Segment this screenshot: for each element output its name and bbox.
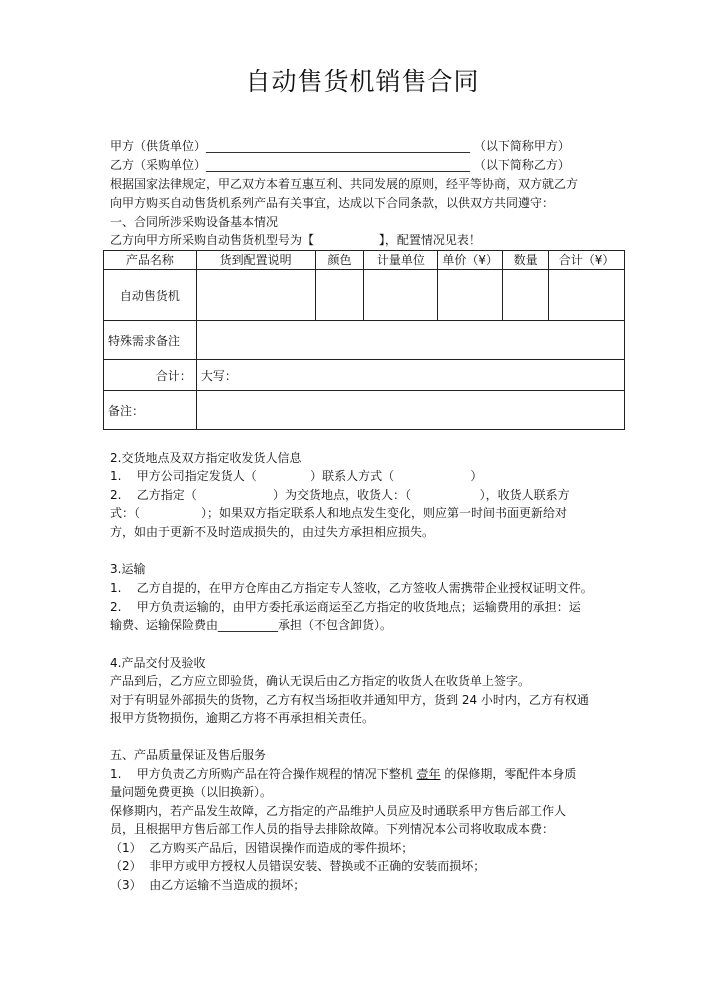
section3-heading: 3.运输 (110, 562, 146, 576)
section5-line-2: 保修期内，若产品发生故障，乙方指定的产品维护人员应及时通联系甲方售后部工作人 (110, 804, 567, 818)
section3-line-3: 输费、运输保险费由__________承担（不包含卸货）。 (110, 618, 393, 632)
table-row-special (104, 321, 625, 360)
section5-line-1: 量问题免费更换（以旧换新）。 (110, 785, 273, 799)
party-b-line: 乙方（采购单位）____________________________________________ （以下简称乙方） (110, 158, 570, 172)
section2-line-2: 2. 乙方指定（ ）为交货地点，收货人：（ ），收货人联系方 (110, 488, 570, 502)
note-label-cell: 备注： (104, 391, 197, 430)
section4-line-2: 对于有明显外部损失的货物，乙方有权当场拒收并通知甲方，货到 24 小时内，乙方有权通 (110, 693, 589, 707)
section5-line-3: 员，且根据甲方售后部工作人员的指导去排除故障。下列情况本公司将收取成本费： (110, 822, 555, 836)
header-quantity: 数量 (503, 251, 549, 270)
note-value-cell (196, 391, 624, 430)
header-config: 货到配置说明 (196, 251, 315, 270)
section3-line-2: 2. 甲方负责运输的，由甲方委托承运商运至乙方指定的收货地点；运输费用的承担：运 (110, 600, 581, 614)
party-a-line: 甲方（供货单位）____________________________________________ （以下简称甲方） (110, 139, 570, 153)
table-header-row (104, 251, 625, 270)
config-cell (196, 270, 315, 321)
section1-model-line: 乙方向甲方所采购自动售货机型号为【 】，配置情况见表！ (110, 233, 481, 247)
section5-warranty-line (110, 765, 576, 784)
header-product-name: 产品名称 (104, 251, 197, 270)
table-row-product (104, 270, 625, 321)
special-label-cell: 特殊需求备注 (104, 321, 197, 360)
contract-title: 自动售货机销售合同 (245, 67, 480, 96)
unit-cell (364, 270, 438, 321)
warranty-suffix: 的保修期，零配件本身质 (440, 767, 577, 781)
equipment-table (103, 250, 625, 430)
intro-line-1: 根据国家法律规定，甲乙双方本着互惠互利、共同发展的原则，经平等协商，双方就乙方 (110, 177, 579, 191)
unit-price-cell (438, 270, 503, 321)
section3-line-1: 1. 乙方自提的，在甲方仓库由乙方指定专人签收，乙方签收人需携带企业授权证明文件。 (110, 581, 593, 595)
section4-line-1: 产品到后，乙方应立即验货，确认无误后由乙方指定的收货人在收货单上签字。 (110, 674, 531, 688)
header-unit-price: 单价（¥） (438, 251, 503, 270)
warranty-prefix: 1. 甲方负责乙方所购产品在符合操作规程的情况下整机 (110, 767, 417, 781)
intro-line-2: 向甲方购买自动售货机系列产品有关事宜，达成以下合同条款，以供双方共同遵守： (110, 196, 555, 210)
section5-line-5: （2） 非甲方或甲方授权人员错误安装、替换或不正确的安装而损坏； (110, 859, 486, 873)
subtotal-cell (549, 270, 625, 321)
section4-heading: 4.产品交付及验收 (110, 656, 206, 670)
section5-heading: 五、产品质量保证及售后服务 (110, 748, 267, 762)
color-cell (315, 270, 364, 321)
section1-heading: 一、合同所涉采购设备基本情况 (110, 215, 279, 229)
header-unit: 计量单位 (364, 251, 438, 270)
special-value-cell (196, 321, 624, 360)
section4-line-3: 报甲方货物损伤，逾期乙方将不再承担相关责任。 (110, 711, 375, 725)
quantity-cell (503, 270, 549, 321)
header-subtotal: 合计（¥） (549, 251, 625, 270)
table-row-total (104, 360, 625, 391)
section5-line-4: （1） 乙方购买产品后，因错误操作而造成的零件损坏； (110, 841, 414, 855)
section5-line-6: （3） 由乙方运输不当造成的损坏； (110, 878, 306, 892)
section2-line-4: 方，如由于更新不及时造成损失的，由过失方承担相应损失。 (110, 525, 435, 539)
product-name-cell: 自动售货机 (104, 270, 197, 321)
table-row-note (104, 391, 625, 430)
warranty-term: 壹年 (416, 767, 441, 781)
section2-line-1: 1. 甲方公司指定发货人（ ）联系人方式（ ） (110, 469, 483, 483)
total-label-cell: 合计： (104, 360, 197, 391)
section2-heading: 2.交货地点及双方指定收发货人信息 (110, 451, 302, 465)
section2-line-3: 式：（ ）；如果双方指定联系人和地点发生变化，则应第一时间书面更新给对 (110, 506, 568, 520)
total-upper-cell: 大写： (196, 360, 624, 391)
header-color: 颜色 (315, 251, 364, 270)
